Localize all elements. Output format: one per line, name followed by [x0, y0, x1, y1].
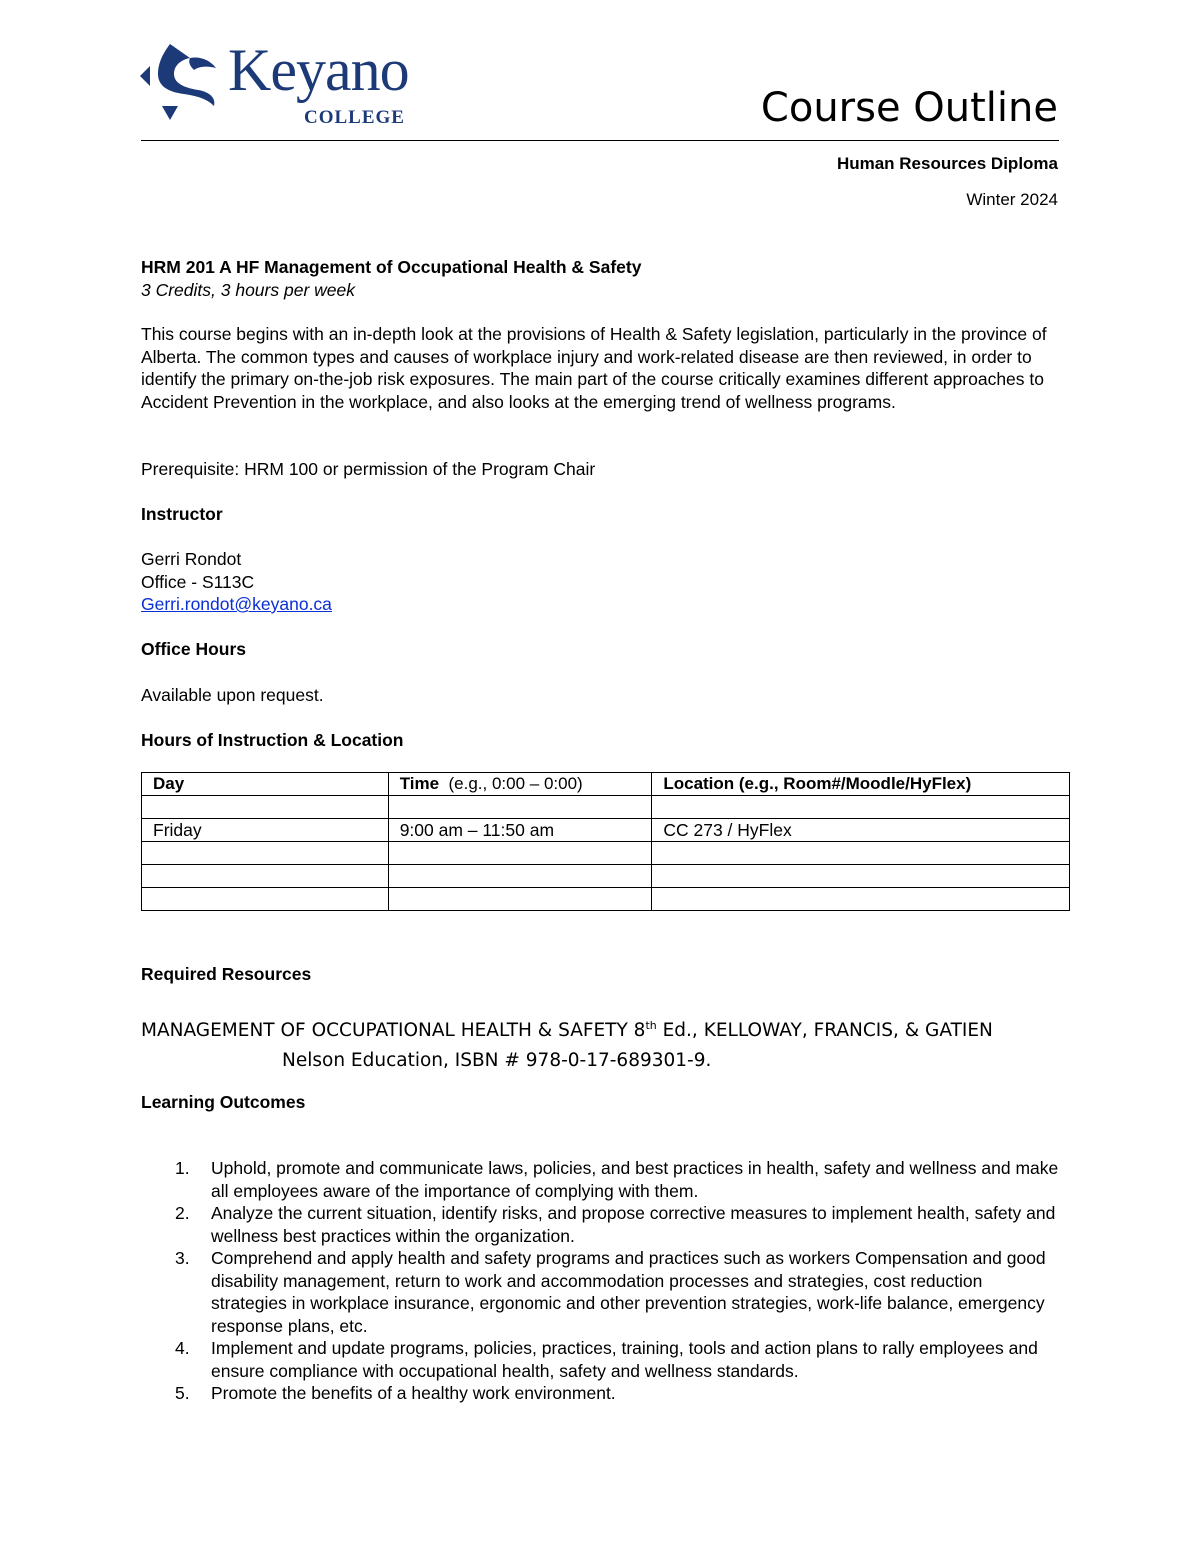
cell-time [388, 796, 652, 819]
required-textbook [141, 1011, 1101, 1076]
table-row [142, 842, 1070, 865]
table-row [142, 865, 1070, 888]
textbook-line-2: Nelson Education, ISBN # 978-0-17-689301-9. [282, 1050, 712, 1072]
cell-location [652, 865, 1070, 888]
header-day: Day [142, 773, 389, 796]
cell-day [142, 796, 389, 819]
course-title: HRM 201 A HF Management of Occupational Health & Safety [141, 257, 642, 277]
logo-subtitle: COLLEGE [304, 107, 405, 128]
office-hours-heading: Office Hours [141, 639, 247, 659]
schedule-heading: Hours of Instruction & Location [141, 730, 404, 750]
cell-location [652, 796, 1070, 819]
list-item: 3. Comprehend and apply health and safety programs and practices such as workers Compensation and good disability management, return to work and accommodation processes and strategies, cost reduction strategies in workplace insurance, ergonomic and other prevention strategies, work-life balance, emergency response plans, etc. [175, 1248, 1046, 1336]
instructor-office: Office - S113C [141, 572, 255, 592]
keyano-college-logo [140, 38, 430, 134]
term-label: Winter 2024 [966, 190, 1058, 209]
cell-location: CC 273 / HyFlex [652, 819, 1070, 842]
list-item: 5. Promote the benefits of a healthy work environment. [175, 1383, 616, 1403]
prerequisite: Prerequisite: HRM 100 or permission of the Program Chair [141, 459, 596, 479]
schedule-header-row [142, 773, 1070, 796]
resources-heading: Required Resources [141, 964, 312, 984]
instructor-email-link[interactable]: Gerri.rondot@keyano.ca [141, 594, 332, 614]
document-title: Course Outline [760, 85, 1058, 131]
program-name: Human Resources Diploma [836, 154, 1058, 173]
instructor-name: Gerri Rondot [141, 549, 242, 569]
outcomes-list [141, 1157, 1061, 1405]
header-location: Location (e.g., Room#/Moodle/HyFlex) [652, 773, 1070, 796]
cell-location [652, 888, 1070, 911]
office-hours-text: Available upon request. [141, 685, 324, 705]
cell-time: 9:00 am – 11:50 am [388, 819, 652, 842]
cell-time [388, 888, 652, 911]
list-item: 1. Uphold, promote and communicate laws, policies, and best practices in health, safety and wellness and make all employees aware of the importance of complying with them. [175, 1158, 1059, 1201]
instructor-heading: Instructor [141, 504, 223, 524]
course-credits: 3 Credits, 3 hours per week [141, 280, 355, 300]
table-row [142, 796, 1070, 819]
list-item: 4. Implement and update programs, policies, practices, training, tools and action plans to rally employees and ensure compliance with occupational health, safety and wellness standards. [175, 1338, 1038, 1381]
cell-time [388, 865, 652, 888]
instructor-email-line [141, 593, 1061, 616]
cell-day [142, 865, 389, 888]
cell-time [388, 842, 652, 865]
header-time: Time (e.g., 0:00 – 0:00) [388, 773, 652, 796]
table-row [142, 819, 1070, 842]
textbook-line-1: MANAGEMENT OF OCCUPATIONAL HEALTH & SAFETY 8th Ed., KELLOWAY, FRANCIS, & GATIEN [141, 1019, 993, 1042]
keyano-emblem-icon [140, 40, 224, 124]
list-item: 2. Analyze the current situation, identify risks, and propose corrective measures to implement health, safety and wellness best practices within the organization. [175, 1203, 1056, 1246]
cell-day [142, 842, 389, 865]
header-divider [141, 140, 1059, 141]
course-description: This course begins with an in-depth look at the provisions of Health & Safety legislation, particularly in the province of Alberta. The common types and causes of workplace injury and work-related disease are then reviewed, in order to identify the primary on-the-job risk exposures. The main part of the course critically examines different approaches to Accident Prevention in the workplace, and also looks at the emerging trend of wellness programs. [141, 324, 1047, 412]
schedule-table [141, 772, 1070, 911]
outcomes-heading: Learning Outcomes [141, 1092, 306, 1112]
logo-wordmark: Keyano [228, 37, 409, 103]
cell-day [142, 888, 389, 911]
cell-location [652, 842, 1070, 865]
table-row [142, 888, 1070, 911]
cell-day: Friday [142, 819, 389, 842]
